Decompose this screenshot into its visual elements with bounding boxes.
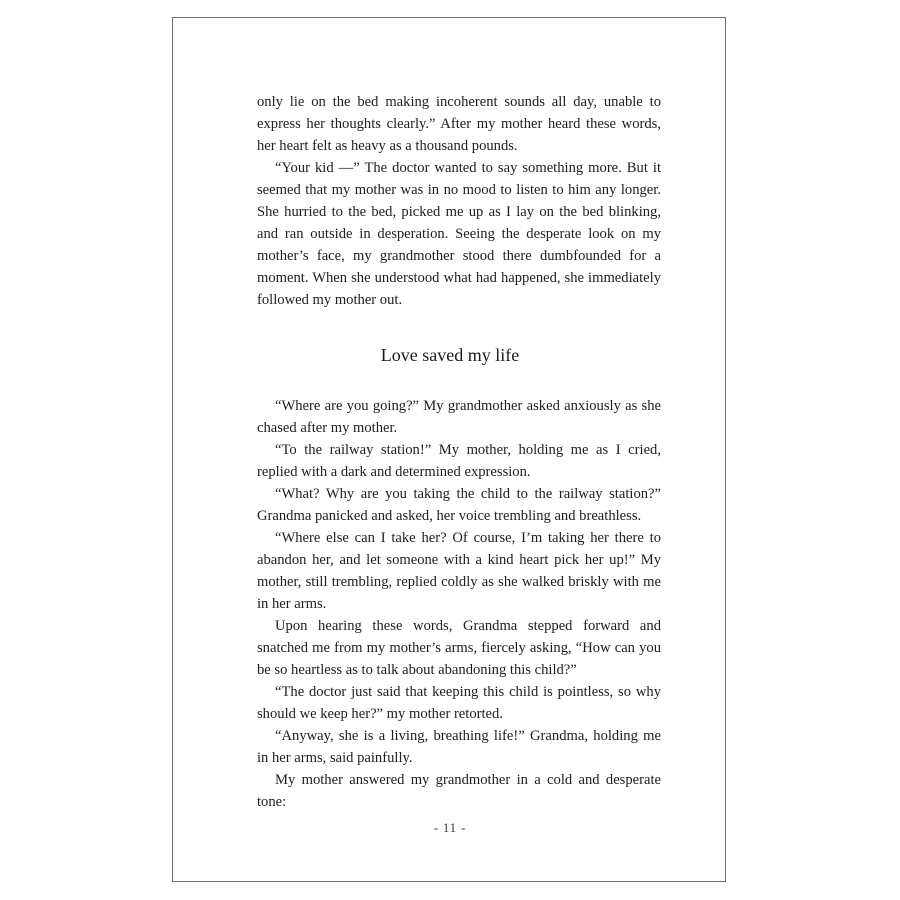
paragraph: “Your kid —” The doctor wanted to say something more. But it seemed that my mother was in no mood to listen to him any longer. She hurried to the bed, picked me up as I lay on the bed blinking, and ran outside in desperation. Seeing the desperate look on my mother’s face, my grandmother stood there dumbfounded for a moment. When she understood what had happened, she immediately followed my mother out.: [257, 160, 661, 308]
paragraph: “What? Why are you taking the child to the railway station?” Grandma panicked and asked, her voice trembling and breathless.: [257, 486, 661, 524]
text-block-main: [257, 395, 661, 813]
paragraph: “To the railway station!” My mother, holding me as I cried, replied with a dark and determined expression.: [257, 442, 661, 480]
page-number: - 11 -: [433, 821, 467, 835]
book-page: [172, 17, 726, 882]
paragraph: “Where are you going?” My grandmother asked anxiously as she chased after my mother.: [257, 398, 661, 436]
paragraph: Upon hearing these words, Grandma stepped forward and snatched me from my mother’s arms, fiercely asking, “How can you be so heartless as to talk about abandoning this child?”: [257, 618, 661, 678]
paragraph: “The doctor just said that keeping this child is pointless, so why should we keep her?” my mother retorted.: [257, 684, 661, 722]
paragraph: “Anyway, she is a living, breathing life!” Grandma, holding me in her arms, said painfully.: [257, 728, 661, 766]
text-block-top: [257, 91, 661, 311]
paragraph: only lie on the bed making incoherent sounds all day, unable to express her thoughts clearly.” After my mother heard these words, her heart felt as heavy as a thousand pounds.: [257, 94, 661, 154]
section-heading: Love saved my life: [380, 345, 520, 365]
paragraph: “Where else can I take her? Of course, I’m taking her there to abandon her, and let someone with a kind heart pick her up!” My mother, still trembling, replied coldly as she walked briskly with me in her arms.: [257, 530, 661, 612]
paragraph: My mother answered my grandmother in a cold and desperate tone:: [257, 772, 661, 810]
